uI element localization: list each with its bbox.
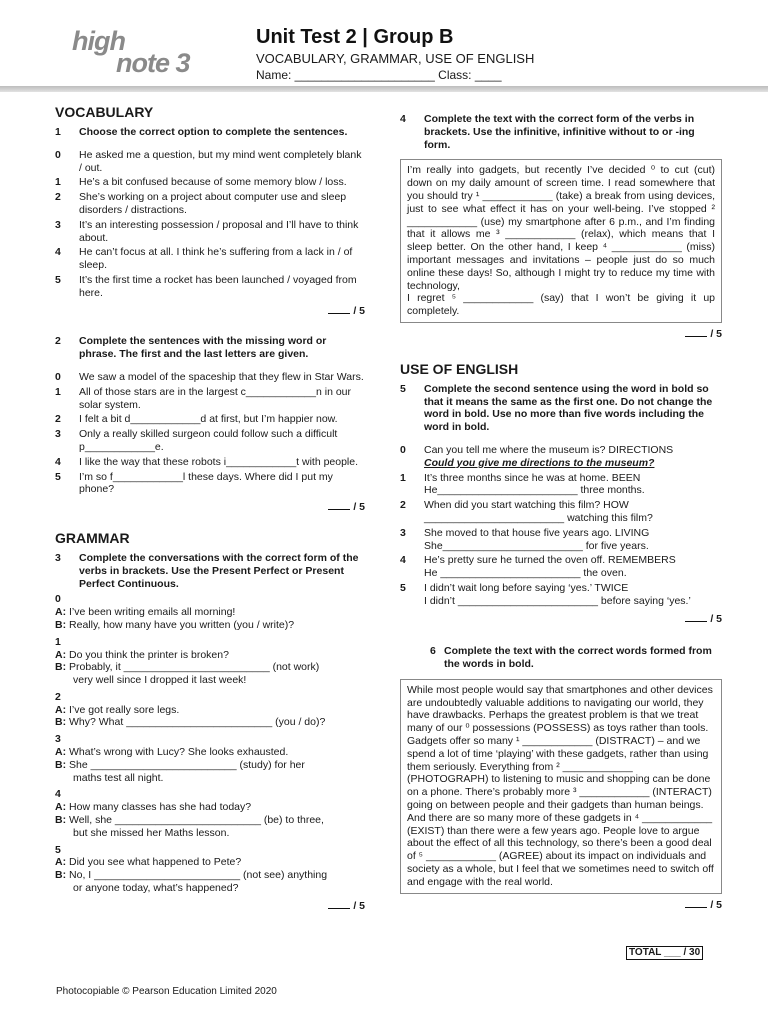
vocabulary-heading: VOCABULARY xyxy=(55,104,154,120)
name-class-line: Name: _____________________ Class: ____ xyxy=(256,67,502,82)
list-item: 0 He asked me a question, but my mind went completely blank / out. xyxy=(55,148,362,174)
conversation: 5 A: Did you see what happened to Pete? B: No, I _________________________ (not see) anything or anyone today, what’s happened? xyxy=(55,843,328,895)
list-item: 1 All of those stars are in the largest c____________n in our solar system. xyxy=(55,385,352,411)
list-item: 0 We saw a model of the spaceship that they flew in Star Wars. xyxy=(55,370,364,383)
conversation: 4 A: How many classes has she had today? B: Well, she _________________________ (be) to three, but she missed her Maths lesson. xyxy=(55,788,324,839)
exercise-4-instruction: 4 Complete the text with the correct form of the verbs in brackets. Use the infinitive, infinitive without to or -ing form. xyxy=(400,113,695,151)
exercise-4-text-end: I regret ⁵ ____________ (say) that I won’t be giving it up completely. xyxy=(407,292,715,318)
list-item: 3 It’s an interesting possession / proposal and I’ll have to think about. xyxy=(55,218,359,244)
page-subtitle: VOCABULARY, GRAMMAR, USE OF ENGLISH xyxy=(256,51,535,66)
left-column xyxy=(55,104,365,913)
conversation: 1 A: Do you think the printer is broken? B: Probably, it _________________________ (not work) very well since I dropped it last week! xyxy=(55,635,320,687)
conversation: 2 A: I’ve got really sore legs. B: Why? What _________________________ (you / do)? xyxy=(55,690,326,729)
list-item: 2 When did you start watching this film? HOW ________________________ watching this film? xyxy=(400,499,653,524)
exercise-1-items xyxy=(55,149,365,300)
use-of-english-heading: USE OF ENGLISH xyxy=(400,360,519,377)
exercise-2-instruction: 2 Complete the sentences with the missing word or phrase. The first and the last letters are given. xyxy=(55,335,327,361)
exercise-1-instruction: 1 Choose the correct option to complete the sentences. xyxy=(55,126,348,138)
grammar-heading: GRAMMAR xyxy=(55,529,130,546)
list-item: 2 I felt a bit d____________d at first, but I’m happier now. xyxy=(55,413,338,426)
list-item: 0 Can you tell me where the museum is? DIRECTIONS Could you give me directions to the museum? xyxy=(400,443,674,469)
exercise-3-conversations xyxy=(55,593,365,895)
exercise-2-score: / 5 xyxy=(55,500,365,514)
exercise-4-text: I’m really into gadgets, but recently I’ve decided ⁰ to cut (cut) down on my daily amount of screen time. I read somewhere that you should try ¹ ____________ (take) a break from using devices, just to see what effect it has on your well-being. I’ve stopped ² ____________ (use) my smartphone after 6 p.m., and I’m finding that it allows me ³ ____________ (relax), which means that I sleep better. On the other hand, I keep ⁴ ____________ (miss) important messages and invitations – people just do so much online these days! So, although I might try to reduce my time with technology, xyxy=(407,164,715,292)
list-item: 4 He’s pretty sure he turned the oven off. REMEMBERS He ________________________ the oven. xyxy=(400,554,676,580)
list-item: 3 She moved to that house five years ago. LIVING She________________________ for five years. xyxy=(400,526,650,552)
exercise-6-text-box xyxy=(400,679,722,894)
page-title: Unit Test 2 | Group B xyxy=(256,26,454,48)
list-item: 1 It’s three months since he was at home. BEEN He________________________ three months. xyxy=(400,471,645,497)
exercise-1-score: / 5 xyxy=(55,304,365,318)
logo-line-1: high xyxy=(72,26,125,56)
exercise-6-text: While most people would say that smartphones and other devices are undoubtedly valuable additions to navigating our world, they have drawbacks. Perhaps the greatest problem is that we treat many of our ⁰ possessions (POSSESS) as toys rather than tools. Gadgets offer so many ¹ ____________ (DISTRACT) – and we spend a lot of time ‘playing’ with these gadgets, rather than using them seriously. Everything from ² ____________ (PHOTOGRAPH) to listening to music and shopping can be done on a phone. There’s probably more ³ ____________ (INTERACT) going on between people and their gadgets than human beings. And there are so many more of these gadgets in ⁴ ____________ (EXIST) than there were a few years ago. People love to argue about the effect of all this technology, so there’s been a good deal of ⁵ ____________ (AGREE) about its impact on individuals and society as a whole, but I feel that we sometimes need to switch off and engage with the real world. xyxy=(407,683,714,888)
list-item: 1 He’s a bit confused because of some memory blow / loss. xyxy=(55,176,347,189)
exercise-5-instruction: 5 Complete the second sentence using the word in bold so that it means the same as the first one. Do not change the word in bold. Use no more than five words including the word in bold. xyxy=(400,382,713,434)
high-note-logo xyxy=(72,26,212,80)
logo-line-2: note 3 xyxy=(116,48,190,78)
list-item: 2 She’s working on a project about computer use and sleep disorders / distractions. xyxy=(55,191,347,216)
list-item: 5 I didn’t wait long before saying ‘yes.’ TWICE I didn’t ________________________ before saying ‘yes.’ xyxy=(400,581,691,607)
list-item: 4 I like the way that these robots i____________t with people. xyxy=(55,455,359,468)
page-header xyxy=(256,26,534,82)
exercise-3-score: / 5 xyxy=(55,899,365,913)
list-item: 3 Only a really skilled surgeon could follow such a difficult p____________e. xyxy=(55,428,338,453)
exercise-5-score: / 5 xyxy=(400,612,722,626)
list-item: 4 He can’t focus at all. I think he’s suffering from a lack in / of sleep. xyxy=(55,246,353,272)
exercise-3-instruction: 3 Complete the conversations with the correct form of the verbs in brackets. Use the Present Perfect or Present Perfect Continuous. xyxy=(55,551,359,590)
total-score: TOTAL ___ / 30 xyxy=(626,946,703,960)
conversation: 3 A: What’s wrong with Lucy? She looks exhausted. B: She _________________________ (study) for her maths test all night. xyxy=(55,733,305,784)
list-item: 5 It’s the first time a rocket has been launched / voyaged from here. xyxy=(55,273,357,299)
exercise-2-items xyxy=(55,371,365,496)
exercise-4-text-box xyxy=(400,159,722,323)
list-item: 5 I’m so f____________l these days. Where did I put my phone? xyxy=(55,470,333,496)
exercise-6-instruction: 6 Complete the text with the correct words formed from the words in bold. xyxy=(430,645,712,671)
exercise-5-items xyxy=(400,444,722,608)
exercise-6-score: / 5 xyxy=(400,898,722,912)
footer-copyright: Photocopiable © Pearson Education Limited 2020 xyxy=(56,986,277,997)
conversation: 0 A: I’ve been writing emails all morning! B: Really, how many have you written (you / write)? xyxy=(55,593,295,631)
right-column xyxy=(400,113,722,911)
header-divider xyxy=(0,86,768,92)
exercise-4-score: / 5 xyxy=(400,327,722,341)
